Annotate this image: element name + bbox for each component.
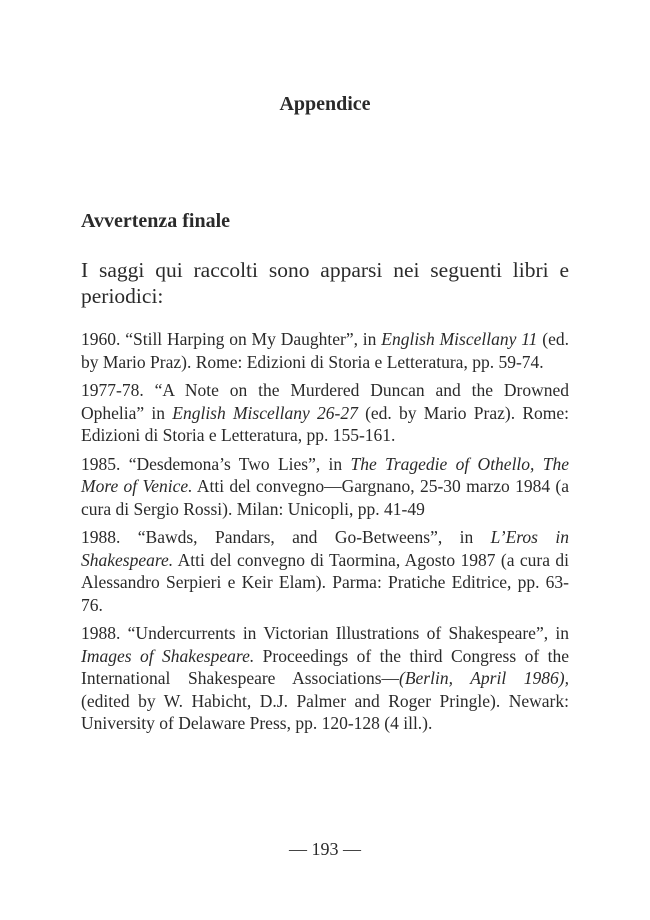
intro-paragraph: I saggi qui raccolti sono apparsi nei seguenti libri e periodici: [81, 258, 569, 308]
entry-text: 1977-78. “A Note on the Murdered Duncan and the Drowned Ophelia” in [81, 380, 569, 423]
entry-text: Proceedings of the third Congress of the International Shakespeare Associations— [81, 645, 569, 688]
entry-text: 1985. “Desdemona’s Two Lies”, in [81, 453, 351, 474]
entry-italic-title: English Miscellany 26-27 [172, 402, 358, 423]
entry-text: Atti del convegno di Taormina, Agosto 1987 (a cura di Alessandro Serpieri e Keir Elam). Parma: Pratiche Editrice, pp. 63-76. [81, 549, 569, 615]
entry-text: Atti del convegno—Gargnano, 25-30 marzo 1984 (a cura di Sergio Rossi). Milan: Unicopli, pp. 41-49 [81, 476, 569, 519]
bibliography-list [81, 328, 569, 741]
entry-text: (ed. by Mario Praz). Rome: Edizioni di Storia e Letteratura, pp. 59-74. [81, 329, 569, 372]
entry-text: (edited by W. Habicht, D.J. Palmer and Roger Pringle). Newark: University of Delaware Press, pp. 120-128 (4 ill.). [81, 690, 569, 733]
entry-text: 1988. “Undercurrents in Victorian Illustrations of Shakespeare”, in [81, 623, 569, 643]
page-number: — 193 — [289, 839, 361, 859]
entry-text: 1988. “Bawds, Pandars, and Go-Betweens”, in [81, 527, 491, 547]
entry-text: (ed. by Mario Praz). Rome: Edizioni di Storia e Letteratura, pp. 155-161. [81, 402, 570, 445]
entry-italic-title: English Miscellany 11 [381, 329, 538, 349]
bibliography-entry [81, 526, 569, 616]
bibliography-entry [81, 328, 569, 373]
bibliography-entry [81, 379, 569, 447]
bibliography-entry [81, 622, 569, 735]
bibliography-entry [81, 453, 569, 521]
running-head: Appendice [279, 93, 371, 115]
entry-italic-title: L’Eros in Shakespeare. [81, 527, 569, 570]
entry-italic-title: (Berlin, April 1986), [399, 668, 569, 688]
entry-text: 1960. “Still Harping on My Daughter”, in [81, 329, 382, 349]
entry-italic-title: The Tragedie of Othello, The More of Venice. [81, 453, 569, 496]
entry-italic-title: Images of Shakespeare. [81, 645, 255, 666]
section-title: Avvertenza finale [81, 210, 231, 232]
